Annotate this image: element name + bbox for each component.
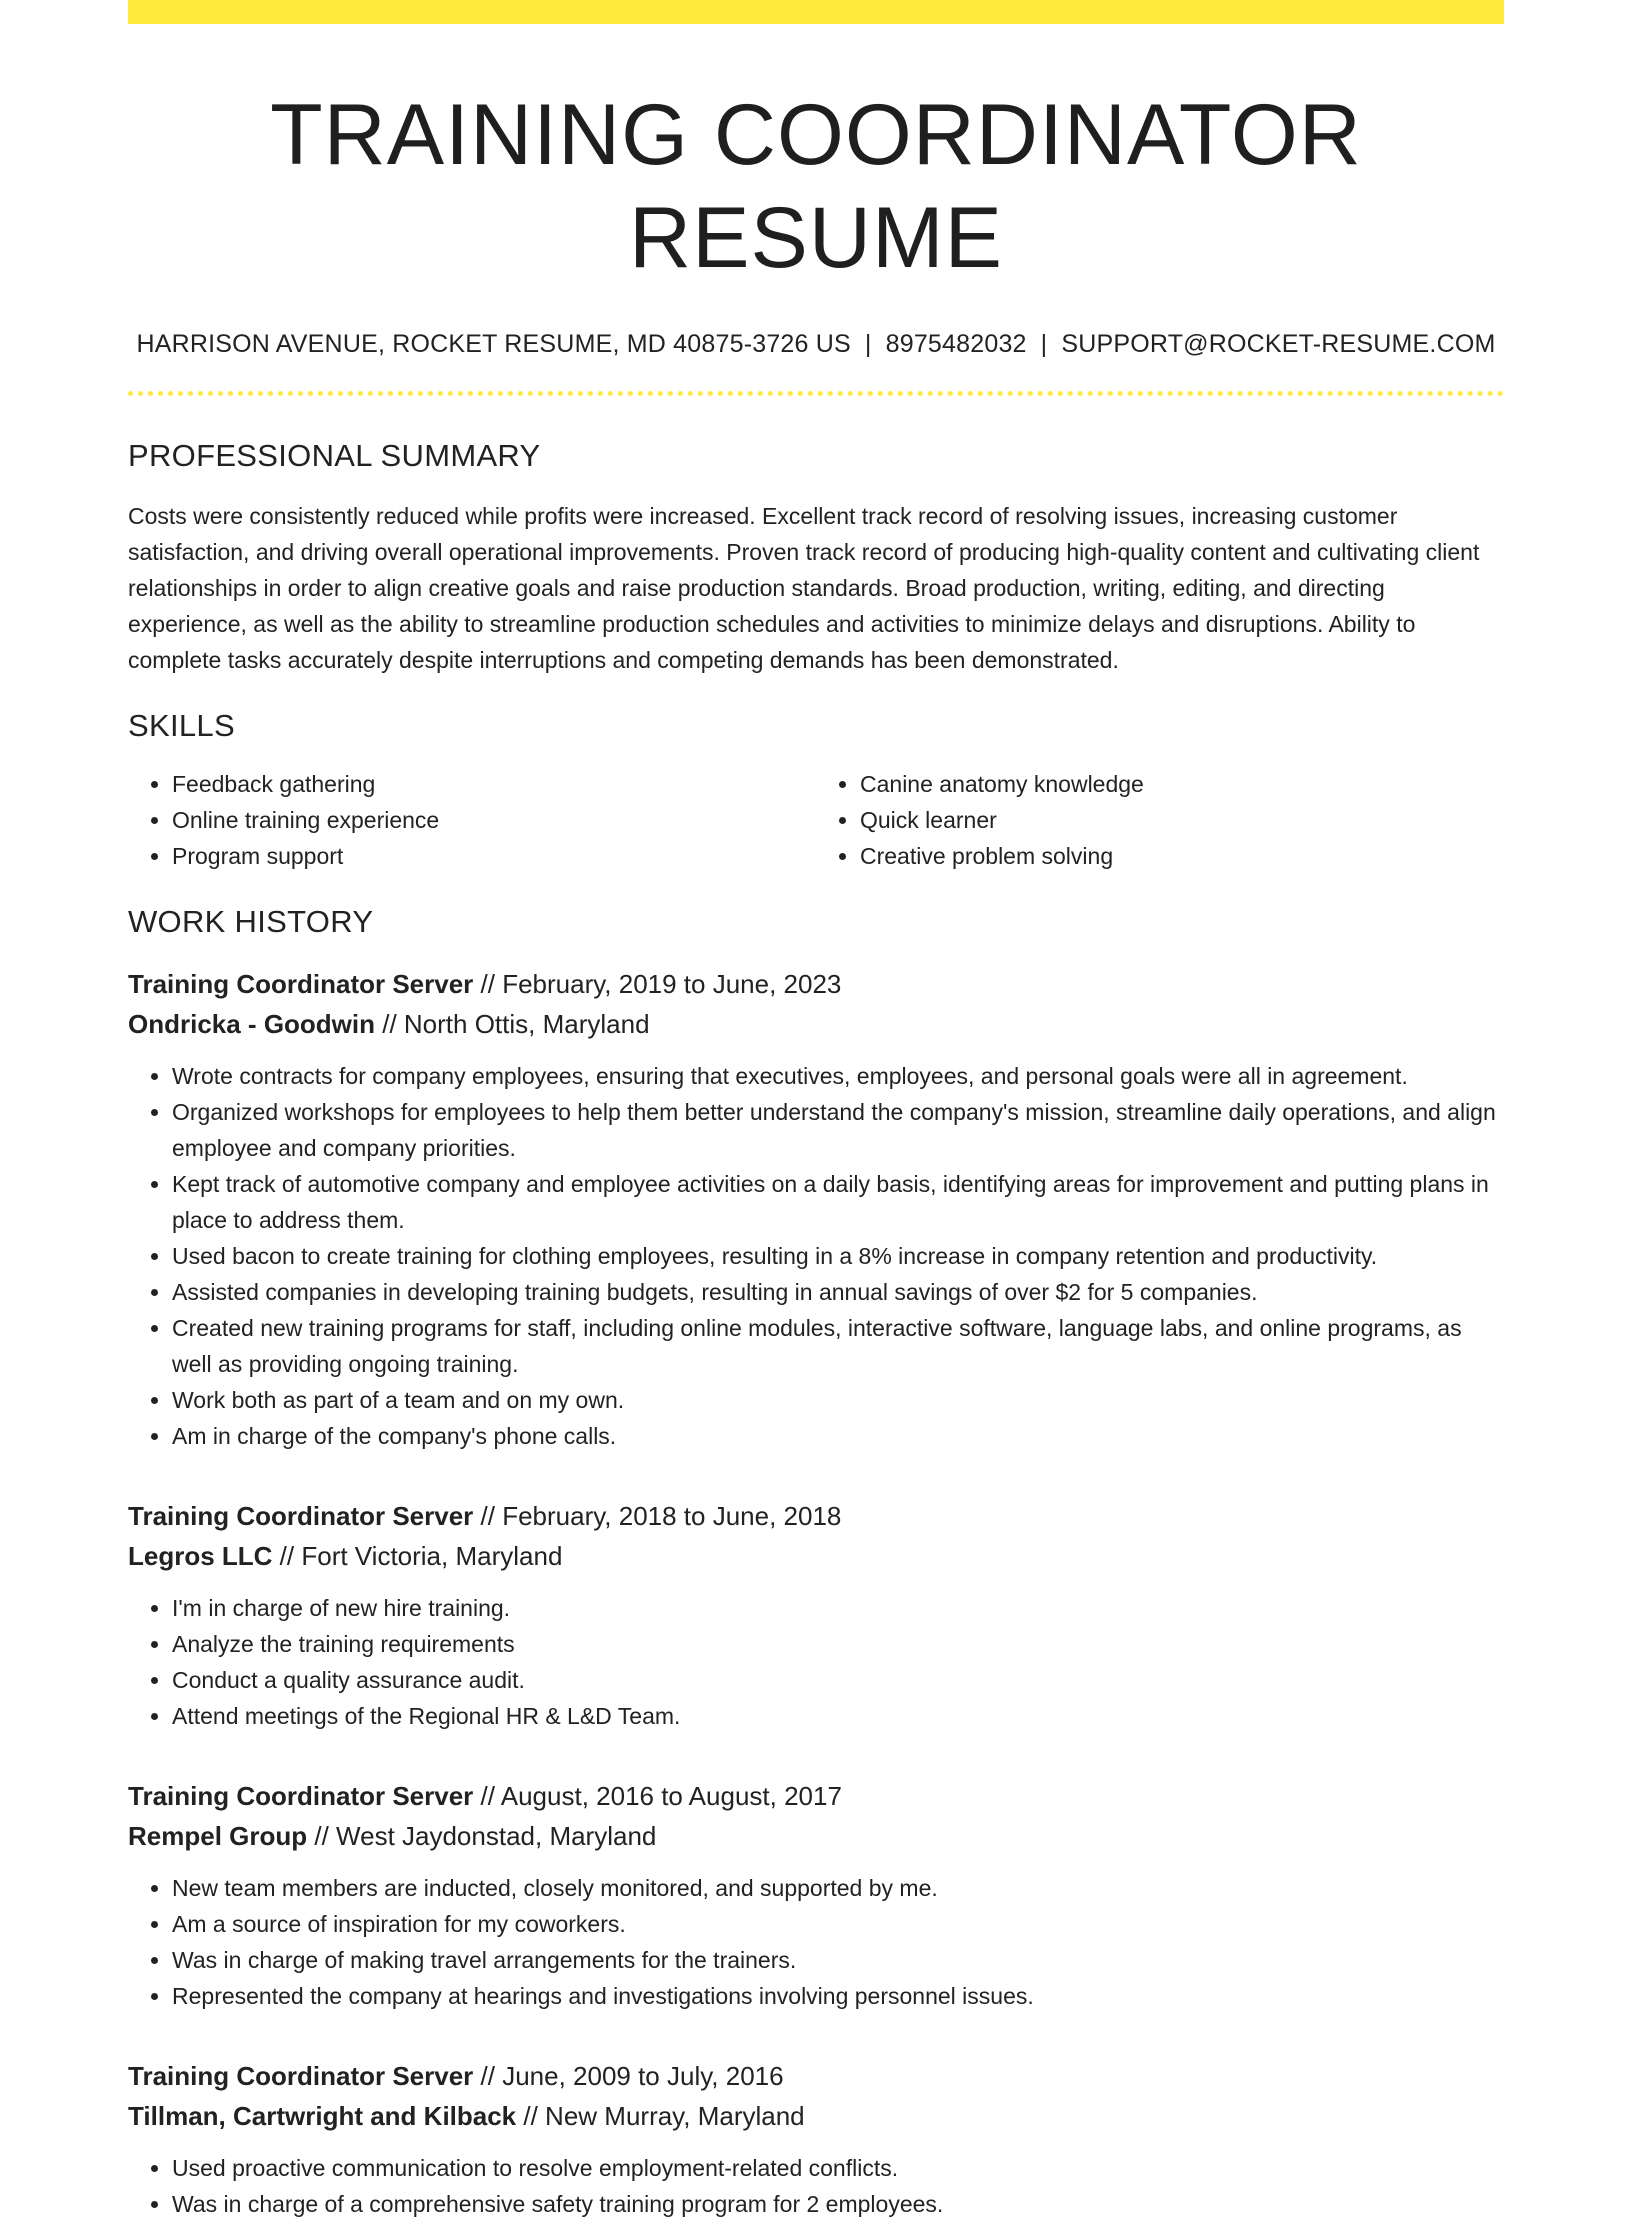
header-accent-bar <box>128 0 1504 24</box>
job-bullet: • Used proactive communication to resolve employment-related conflicts. <box>172 2150 1504 2186</box>
job-location: // North Ottis, Maryland <box>375 1009 650 1040</box>
skill-item: • Creative problem solving <box>860 838 1504 874</box>
job-bullet: • Was in charge of making travel arrangements for the trainers. <box>172 1942 1504 1978</box>
job-dates: // February, 2019 to June, 2023 <box>473 969 842 1000</box>
job-role-line <box>128 1776 1504 1816</box>
job-bullets <box>128 2150 1504 2222</box>
job-company-line <box>128 2096 1504 2136</box>
job-company-line <box>128 1536 1504 1576</box>
job-company-line <box>128 1816 1504 1856</box>
job-bullet: • Work both as part of a team and on my own. <box>172 1382 1504 1418</box>
job-bullet: • Conduct a quality assurance audit. <box>172 1662 1504 1698</box>
skill-item: • Quick learner <box>860 802 1504 838</box>
contact-phone: 8975482032 <box>885 330 1027 359</box>
summary-text: Costs were consistently reduced while profits were increased. Excellent track record of resolving issues, increasing customer satisfaction, and driving overall operational improvements. Proven track record of producing high-quality content and cultivating client relationships in order to align creative goals and raise production standards. Broad production, writing, editing, and directing experience, as well as the ability to streamline production schedules and activities to minimize delays and disruptions. Ability to complete tasks accurately despite interruptions and competing demands has been demonstrated. <box>128 503 1480 674</box>
job-bullets <box>128 1870 1504 2014</box>
skill-item: • Program support <box>172 838 816 874</box>
skill-item: • Canine anatomy knowledge <box>860 766 1504 802</box>
job-bullet: • Used bacon to create training for clothing employees, resulting in a 8% increase in company retention and productivity. <box>172 1238 1504 1274</box>
job-bullet: • Kept track of automotive company and employee activities on a daily basis, identifying areas for improvement and putting plans in place to address them. <box>172 1166 1504 1238</box>
work-history-heading: WORK HISTORY <box>128 904 374 940</box>
resume-page <box>128 0 1504 2222</box>
job-bullet: • Am a source of inspiration for my coworkers. <box>172 1906 1504 1942</box>
summary-heading: PROFESSIONAL SUMMARY <box>128 438 541 474</box>
job-entry <box>128 964 1504 1454</box>
job-role: Training Coordinator Server <box>128 969 474 1000</box>
job-role: Training Coordinator Server <box>128 2061 474 2092</box>
job-company: Legros LLC <box>128 1541 273 1572</box>
job-location: // Fort Victoria, Maryland <box>272 1541 563 1572</box>
dotted-divider <box>128 391 1504 396</box>
job-entry <box>128 1496 1504 1734</box>
skill-item: • Feedback gathering <box>172 766 816 802</box>
job-location: // West Jaydonstad, Maryland <box>307 1821 657 1852</box>
skills-list-right <box>816 766 1504 874</box>
job-bullet: • Assisted companies in developing training budgets, resulting in annual savings of over $2 for 5 companies. <box>172 1274 1504 1310</box>
job-bullet: • I'm in charge of new hire training. <box>172 1590 1504 1626</box>
job-bullet: • New team members are inducted, closely monitored, and supported by me. <box>172 1870 1504 1906</box>
job-role: Training Coordinator Server <box>128 1501 474 1532</box>
job-bullet: • Wrote contracts for company employees, ensuring that executives, employees, and personal goals were all in agreement. <box>172 1058 1504 1094</box>
contact-separator: | <box>1040 330 1048 359</box>
contact-email[interactable]: SUPPORT@ROCKET-RESUME.COM <box>1061 330 1496 359</box>
job-dates: // August, 2016 to August, 2017 <box>473 1781 842 1812</box>
job-bullet: • Organized workshops for employees to help them better understand the company's mission, streamline daily operations, and align employee and company priorities. <box>172 1094 1504 1166</box>
job-dates: // February, 2018 to June, 2018 <box>473 1501 842 1532</box>
skills-grid <box>128 766 1504 874</box>
job-bullets <box>128 1590 1504 1734</box>
job-company: Tillman, Cartwright and Kilback <box>128 2101 517 2132</box>
job-role-line <box>128 964 1504 1004</box>
job-entry <box>128 2056 1504 2222</box>
job-bullets <box>128 1058 1504 1454</box>
job-bullet: • Created new training programs for staff, including online modules, interactive software, language labs, and online programs, as well as providing ongoing training. <box>172 1310 1504 1382</box>
job-role: Training Coordinator Server <box>128 1781 474 1812</box>
job-role-line <box>128 2056 1504 2096</box>
job-entry <box>128 1776 1504 2014</box>
job-company-line <box>128 1004 1504 1044</box>
job-company: Ondricka - Goodwin <box>128 1009 376 1040</box>
job-bullet: • Represented the company at hearings and investigations involving personnel issues. <box>172 1978 1504 2014</box>
job-location: // New Murray, Maryland <box>516 2101 805 2132</box>
job-bullet: • Was in charge of a comprehensive safety training program for 2 employees. <box>172 2186 1504 2222</box>
contact-separator: | <box>864 330 872 359</box>
skills-list-left <box>128 766 816 874</box>
job-bullet: • Attend meetings of the Regional HR & L&D Team. <box>172 1698 1504 1734</box>
contact-address: HARRISON AVENUE, ROCKET RESUME, MD 40875-3726 US <box>136 330 851 359</box>
contact-line <box>128 330 1504 359</box>
job-bullet: • Am in charge of the company's phone calls. <box>172 1418 1504 1454</box>
job-company: Rempel Group <box>128 1821 308 1852</box>
resume-title: TRAINING COORDINATOR RESUME <box>270 87 1362 287</box>
job-bullet: • Analyze the training requirements <box>172 1626 1504 1662</box>
job-role-line <box>128 1496 1504 1536</box>
skill-item: • Online training experience <box>172 802 816 838</box>
skills-heading: SKILLS <box>128 708 235 744</box>
job-dates: // June, 2009 to July, 2016 <box>473 2061 784 2092</box>
